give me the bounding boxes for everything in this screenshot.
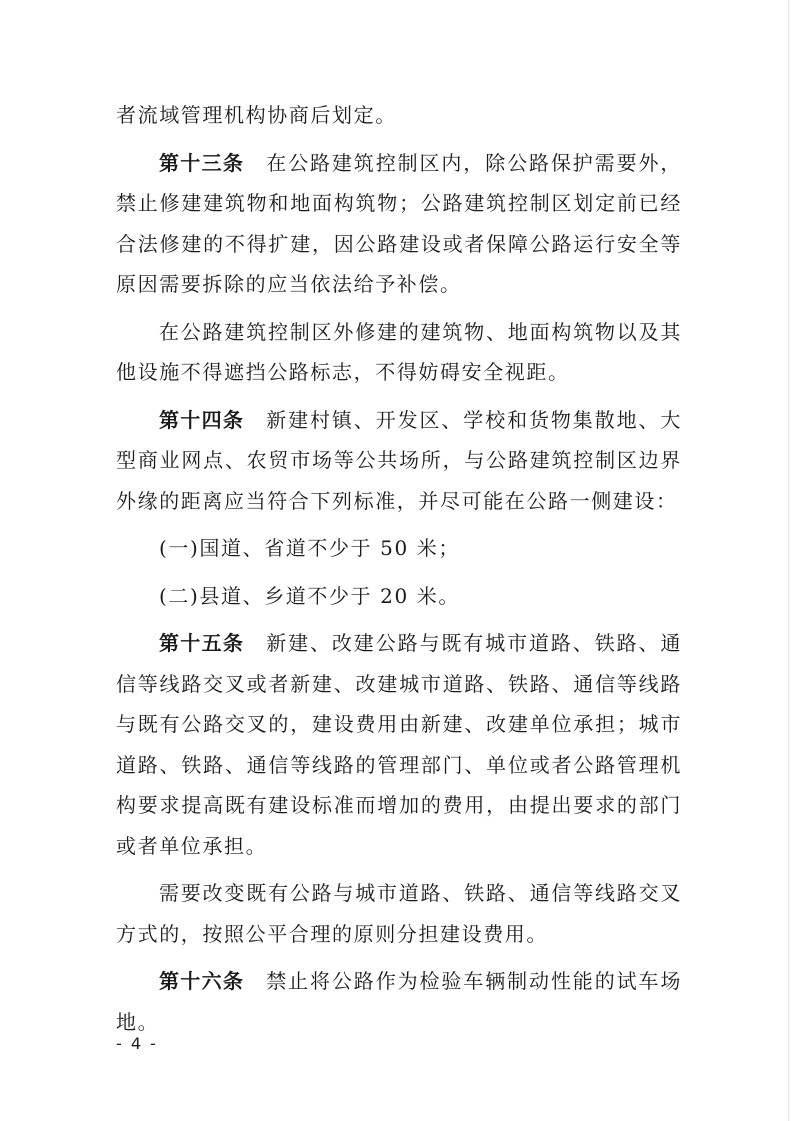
article-text: 禁止将公路作为检验车辆制动性能的试车场地。 xyxy=(116,969,682,1034)
paragraph-continuation xyxy=(116,95,682,136)
paragraph-text: 在公路建筑控制区外修建的建筑物、地面构筑物以及其他设施不得遮挡公路标志，不得妨碍安全视距。 xyxy=(116,319,682,384)
article-label: 第十四条 xyxy=(159,407,245,432)
article-13 xyxy=(116,143,682,305)
article-16 xyxy=(116,961,682,1042)
paragraph-text: 者流域管理机构协商后划定。 xyxy=(116,103,397,127)
article-label: 第十五条 xyxy=(159,631,245,655)
list-item-2 xyxy=(116,576,682,617)
article-13-paragraph-2 xyxy=(116,312,682,393)
list-item-1 xyxy=(116,528,682,569)
article-15 xyxy=(116,623,682,866)
body-text xyxy=(116,95,682,1042)
paragraph-text: 需要改变既有公路与城市道路、铁路、通信等线路交叉方式的，按照公平合理的原则分担建设费用。 xyxy=(116,881,682,946)
article-14 xyxy=(116,400,682,522)
list-item-text: (二)县道、乡道不少于 20 米。 xyxy=(159,583,460,608)
article-label: 第十六条 xyxy=(159,969,245,993)
article-15-paragraph-2 xyxy=(116,873,682,954)
article-label: 第十三条 xyxy=(159,150,245,175)
list-item-text: (一)国道、省道不少于 50 米； xyxy=(159,536,460,560)
article-text: 在公路建筑控制区内，除公路保护需要外，禁止修建建筑物和地面构筑物；公路建筑控制区划定前已经合法修建的不得扩建，因公路建设或者保障公路运行安全等原因需要拆除的应当依法给予补偿。 xyxy=(116,150,682,296)
scan-edge-line xyxy=(788,0,789,1121)
article-text: 新建、改建公路与既有城市道路、铁路、通信等线路交叉或者新建、改建城市道路、铁路、通信等线路与既有公路交叉的，建设费用由新建、改建单位承担；城市道路、铁路、通信等线路的管理部门、单位或者公路管理机构要求提高既有建设标准而增加的费用，由提出要求的部门或者单位承担。 xyxy=(116,631,682,858)
page-number: - 4 - xyxy=(116,1034,158,1053)
article-text: 新建村镇、开发区、学校和货物集散地、大型商业网点、农贸市场等公共场所，与公路建筑控制区边界外缘的距离应当符合下列标准，并尽可能在公路一侧建设： xyxy=(116,407,682,513)
